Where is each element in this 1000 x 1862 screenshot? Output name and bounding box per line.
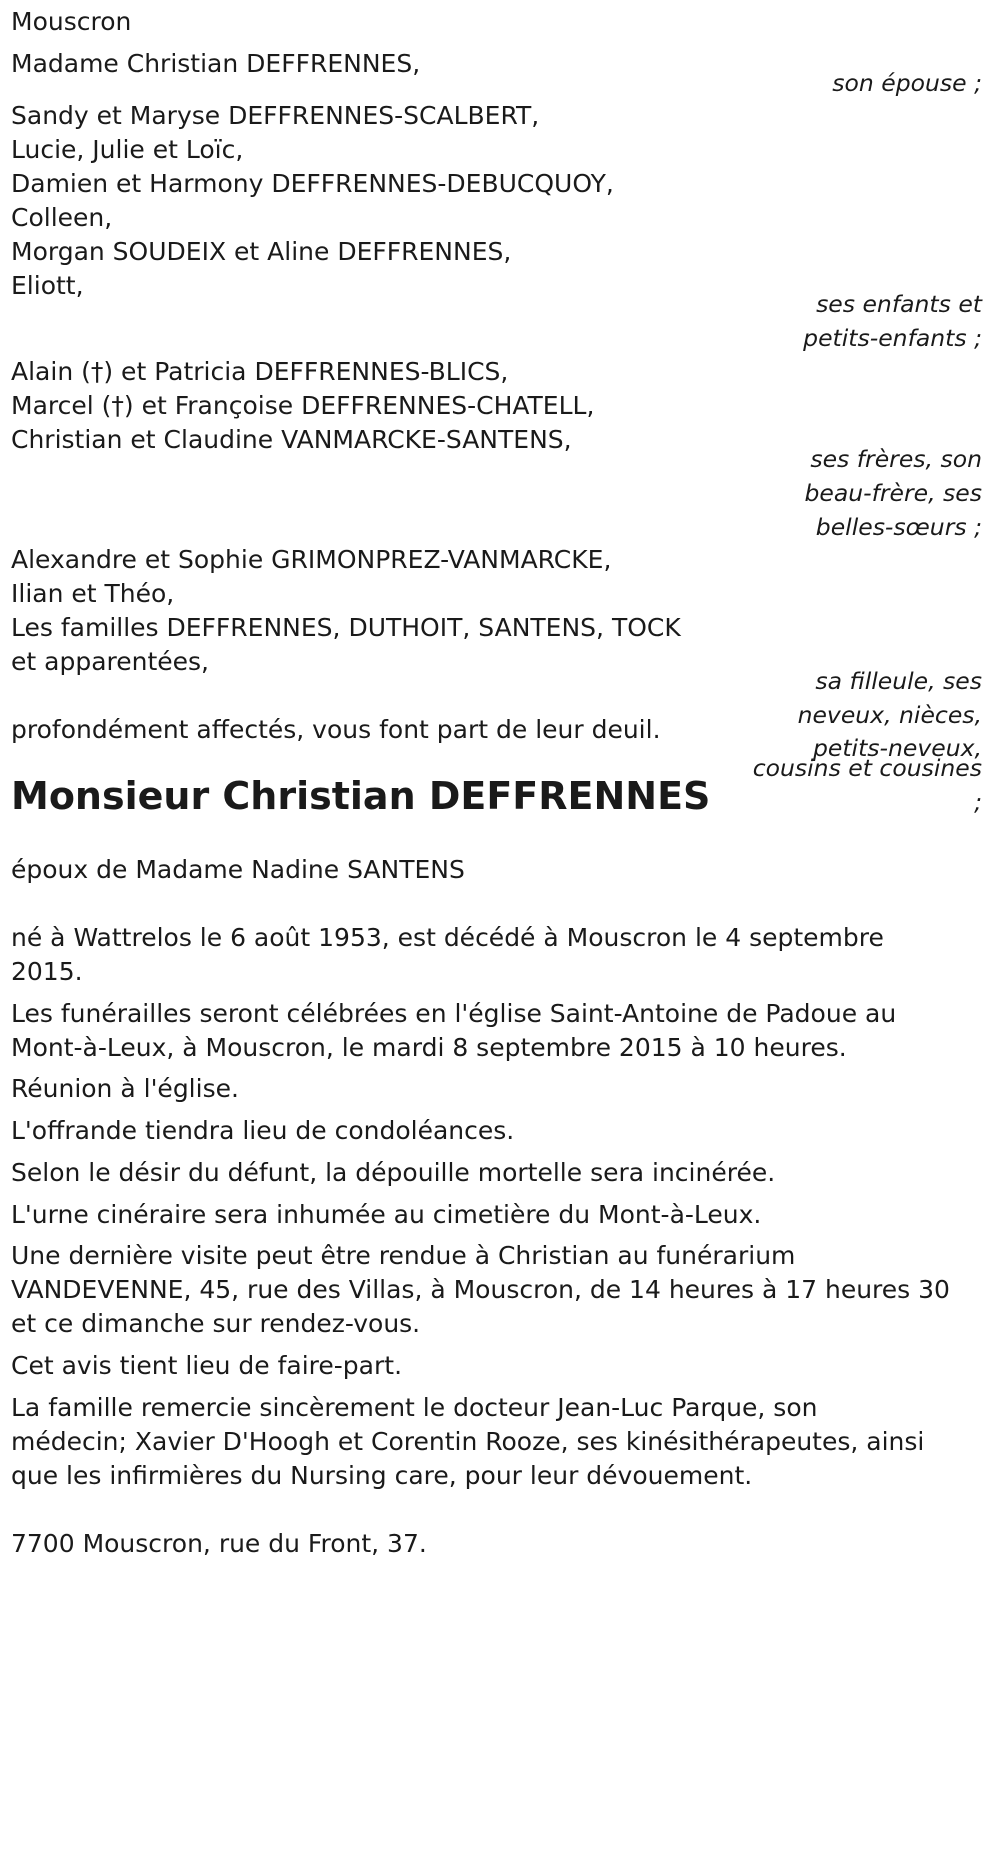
family-line: Eliott, bbox=[11, 271, 84, 300]
family-line: Lucie, Julie et Loïc, bbox=[11, 135, 244, 164]
body-line: VANDEVENNE, 45, rue des Villas, à Mouscron, de 14 heures à 17 heures 30 bbox=[11, 1275, 950, 1304]
body-line: L'urne cinéraire sera inhumée au cimetière du Mont-à-Leux. bbox=[11, 1200, 762, 1229]
family-line: Madame Christian DEFFRENNES, bbox=[11, 49, 421, 78]
family-line: Colleen, bbox=[11, 203, 113, 232]
relation-line: belles-sœurs ; bbox=[815, 513, 982, 541]
closing-statement: profondément affectés, vous font part de leur deuil. bbox=[11, 715, 661, 744]
relation-line: ses enfants et bbox=[816, 290, 982, 318]
family-line: Sandy et Maryse DEFFRENNES-SCALBERT, bbox=[11, 101, 540, 130]
body-line: et ce dimanche sur rendez-vous. bbox=[11, 1309, 421, 1338]
body-line: Mont-à-Leux, à Mouscron, le mardi 8 septembre 2015 à 10 heures. bbox=[11, 1033, 847, 1062]
relation-line: sa filleule, ses bbox=[815, 667, 982, 695]
relation-line: son épouse ; bbox=[832, 69, 982, 97]
body-line: Une dernière visite peut être rendue à Christian au funérarium bbox=[11, 1241, 796, 1270]
body-line: 2015. bbox=[11, 957, 83, 986]
body-line: Réunion à l'église. bbox=[11, 1074, 239, 1103]
relation-line: neveux, nièces, bbox=[797, 701, 982, 729]
deceased-name: Monsieur Christian DEFFRENNES bbox=[11, 774, 711, 818]
relation-line: ; bbox=[974, 788, 982, 816]
spouse-line: époux de Madame Nadine SANTENS bbox=[11, 855, 465, 884]
body-line: Les funérailles seront célébrées en l'église Saint-Antoine de Padoue au bbox=[11, 999, 897, 1028]
body-line: La famille remercie sincèrement le docteur Jean-Luc Parque, son bbox=[11, 1393, 818, 1422]
body-line: Selon le désir du défunt, la dépouille mortelle sera incinérée. bbox=[11, 1158, 776, 1187]
family-line: et apparentées, bbox=[11, 647, 209, 676]
family-line: Ilian et Théo, bbox=[11, 579, 175, 608]
body-line: Cet avis tient lieu de faire-part. bbox=[11, 1351, 403, 1380]
relation-line: beau-frère, ses bbox=[804, 479, 982, 507]
body-line: L'offrande tiendra lieu de condoléances. bbox=[11, 1116, 515, 1145]
family-line: Marcel (†) et Françoise DEFFRENNES-CHATELL, bbox=[11, 391, 595, 420]
family-line: Morgan SOUDEIX et Aline DEFFRENNES, bbox=[11, 237, 512, 266]
body-line: que les infirmières du Nursing care, pour leur dévouement. bbox=[11, 1461, 753, 1490]
city: Mouscron bbox=[11, 7, 132, 36]
body-line: médecin; Xavier D'Hoogh et Corentin Rooze, ses kinésithérapeutes, ainsi bbox=[11, 1427, 925, 1456]
family-line: Alexandre et Sophie GRIMONPREZ-VANMARCKE, bbox=[11, 545, 612, 574]
address: 7700 Mouscron, rue du Front, 37. bbox=[11, 1529, 427, 1558]
family-line: Damien et Harmony DEFFRENNES-DEBUCQUOY, bbox=[11, 169, 614, 198]
relation-line: petits-enfants ; bbox=[803, 324, 982, 352]
relation-line: ses frères, son bbox=[810, 445, 982, 473]
family-line: Alain (†) et Patricia DEFFRENNES-BLICS, bbox=[11, 357, 509, 386]
family-line: Les familles DEFFRENNES, DUTHOIT, SANTENS, TOCK bbox=[11, 613, 681, 642]
family-line: Christian et Claudine VANMARCKE-SANTENS, bbox=[11, 425, 572, 454]
body-line: né à Wattrelos le 6 août 1953, est décédé à Mouscron le 4 septembre bbox=[11, 923, 884, 952]
relation-line: cousins et cousines bbox=[752, 754, 982, 782]
relation-line: petits-neveux, bbox=[812, 734, 982, 762]
